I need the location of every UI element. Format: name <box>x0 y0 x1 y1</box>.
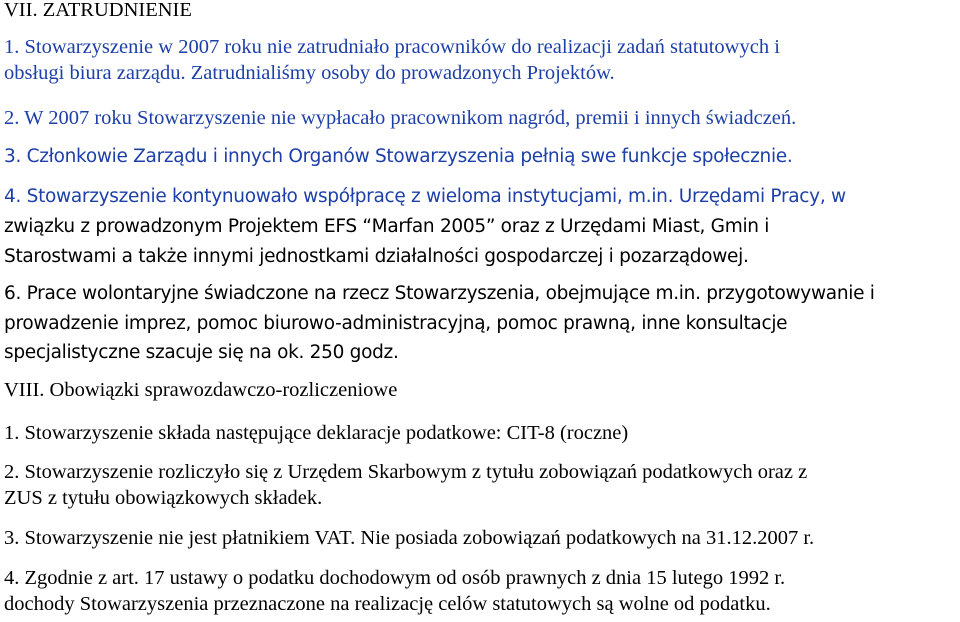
paragraph-line: Starostwami a także innymi jednostkami działalności gospodarczej i pozarządowej. <box>4 246 749 267</box>
paragraph-line: ZUS z tytułu obowiązkowych składek. <box>4 487 323 509</box>
paragraph-line: 6. Prace wolontaryjne świadczone na rzecz Stowarzyszenia, obejmujące m.in. przygotowywanie i <box>4 283 875 304</box>
paragraph-line: 1. Stowarzyszenie składa następujące deklaracje podatkowe: CIT-8 (roczne) <box>4 422 629 444</box>
paragraph-line: 3. Członkowie Zarządu i innych Organów Stowarzyszenia pełnią swe funkcje społecznie. <box>4 146 793 167</box>
paragraph-line: 2. Stowarzyszenie rozliczyło się z Urzędem Skarbowym z tytułu zobowiązań podatkowych oraz z <box>4 461 808 483</box>
paragraph-line: 3. Stowarzyszenie nie jest płatnikiem VAT. Nie posiada zobowiązań podatkowych na 31.12.2007 r. <box>4 527 815 549</box>
paragraph-line: prowadzenie imprez, pomoc biurowo-administracyjną, pomoc prawną, inne konsultacje <box>4 313 788 334</box>
paragraph-line: 4. Stowarzyszenie kontynuowało współpracę z wieloma instytucjami, m.in. Urzędami Pracy, w <box>4 186 846 207</box>
section-heading-viii: VIII. Obowiązki sprawozdawczo-rozliczeniowe <box>4 379 398 401</box>
paragraph-line: dochody Stowarzyszenia przeznaczone na realizację celów statutowych są wolne od podatku. <box>4 593 771 615</box>
paragraph-line: 4. Zgodnie z art. 17 ustawy o podatku dochodowym od osób prawnych z dnia 15 lutego 1992 r. <box>4 567 786 589</box>
paragraph-line: związku z prowadzonym Projektem EFS “Marfan 2005” oraz z Urzędami Miast, Gmin i <box>4 216 770 237</box>
paragraph-line: 1. Stowarzyszenie w 2007 roku nie zatrudniało pracowników do realizacji zadań statutowych i <box>4 36 780 58</box>
section-heading-vii: VII. ZATRUDNIENIE <box>4 0 192 21</box>
paragraph-line: specjalistyczne szacuje się na ok. 250 godz. <box>4 342 399 363</box>
paragraph-line: obsługi biura zarządu. Zatrudnialiśmy osoby do prowadzonych Projektów. <box>4 62 615 84</box>
paragraph-line: 2. W 2007 roku Stowarzyszenie nie wypłacało pracownikom nagród, premii i innych świadczeń. <box>4 107 797 129</box>
